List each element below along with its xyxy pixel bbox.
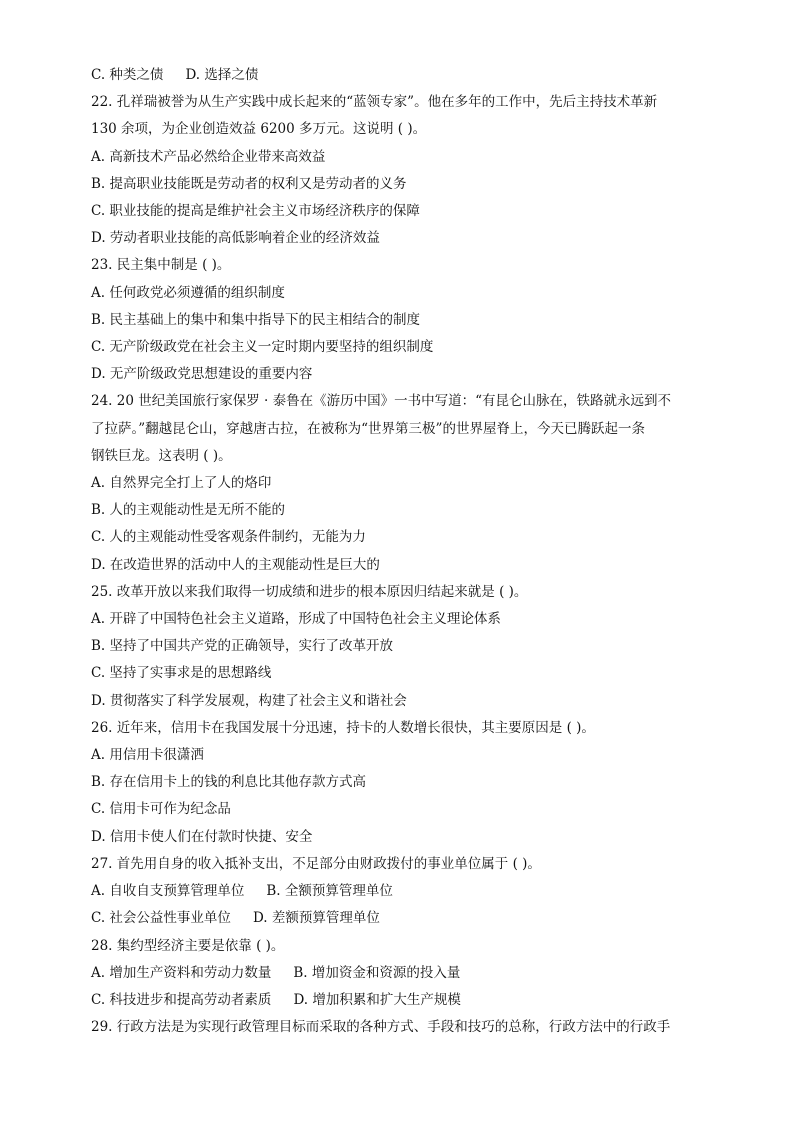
question-number: 27. [91, 855, 113, 872]
option-row [91, 878, 711, 905]
question-number: 22. [91, 94, 113, 111]
question-number: 29. [91, 1019, 113, 1036]
text-line: B. 存在信用卡上的钱的利息比其他存款方式高 [91, 774, 367, 791]
question-line [91, 388, 711, 415]
question-text: 集约型经济主要是依靠 ( )。 [112, 937, 285, 954]
question-text: 20 世纪美国旅行家保罗 · 泰鲁在《游历中国》一书中写道：“有昆仑山脉在，铁路就永远到不 [112, 393, 672, 410]
option-text: C. 科技进步和提高劳动者素质 [91, 991, 272, 1008]
question-number: 25. [91, 583, 113, 600]
text-line: B. 坚持了中国共产党的正确领导，实行了改革开放 [91, 638, 394, 655]
text-line: D. 无产阶级政党思想建设的重要内容 [91, 366, 313, 383]
option-text: C. 社会公益性事业单位 [91, 910, 231, 927]
option-row [91, 960, 711, 987]
text-line: A. 开辟了中国特色社会主义道路，形成了中国特色社会主义理论体系 [91, 611, 501, 628]
text-line: C. 人的主观能动性受客观条件制约，无能为力 [91, 529, 366, 546]
text-line: C. 无产阶级政党在社会主义一定时期内要坚持的组织制度 [91, 339, 434, 356]
question-line [91, 89, 711, 116]
text-line: B. 人的主观能动性是无所不能的 [91, 502, 286, 519]
text-line: B. 民主基础上的集中和集中指导下的民主相结合的制度 [91, 311, 421, 328]
text-line: A. 自然界完全打上了人的烙印 [91, 475, 272, 492]
option-text: B. 增加资金和资源的投入量 [293, 964, 461, 981]
text-line: A. 高新技术产品必然给企业带来高效益 [91, 148, 326, 165]
option-text: D. 差额预算管理单位 [252, 910, 380, 927]
text-line: 钢铁巨龙。这表明 ( )。 [91, 447, 232, 464]
text-line: C. 坚持了实事求是的思想路线 [91, 665, 272, 682]
question-number: 28. [91, 937, 113, 954]
question-number: 24. [91, 393, 113, 410]
question-text: 民主集中制是 ( )。 [112, 257, 231, 274]
option-text: B. 全额预算管理单位 [266, 883, 393, 900]
text-line: D. 贯彻落实了科学发展观，构建了社会主义和谐社会 [91, 692, 407, 709]
question-line [91, 933, 711, 960]
text-line: C. 职业技能的提高是维护社会主义市场经济秩序的保障 [91, 203, 420, 220]
text-line: D. 信用卡使人们在付款时快捷、安全 [91, 828, 313, 845]
question-text: 改革开放以来我们取得一切成绩和进步的根本原因归结起来就是 ( )。 [112, 583, 528, 600]
question-line [91, 252, 711, 279]
question-text: 孔祥瑞被誉为从生产实践中成长起来的“蓝领专家”。他在多年的工作中，先后主持技术革新 [112, 94, 658, 111]
question-line [91, 1014, 711, 1041]
text-line: 了拉萨。”翻越昆仑山，穿越唐古拉，在被称为“世界第三极”的世界屋脊上，今天已腾跃起一条 [91, 420, 645, 437]
question-number: 23. [91, 257, 113, 274]
option-text: A. 自收自支预算管理单位 [91, 883, 245, 900]
text-line: A. 用信用卡很潇洒 [91, 747, 204, 764]
text-line: B. 提高职业技能既是劳动者的权利又是劳动者的义务 [91, 175, 407, 192]
question-text: 首先用自身的收入抵补支出，不足部分由财政拨付的事业单位属于 ( )。 [112, 855, 541, 872]
text-line: C. 信用卡可作为纪念品 [91, 801, 231, 818]
option-row [91, 62, 711, 89]
text-line: D. 劳动者职业技能的高低影响着企业的经济效益 [91, 230, 380, 247]
text-line: 130 余项，为企业创造效益 6200 多万元。这说明 ( )。 [91, 121, 427, 138]
question-text: 近年来，信用卡在我国发展十分迅速，持卡的人数增长很快，其主要原因是 ( )。 [112, 719, 595, 736]
option-text: C. 种类之债 [91, 67, 164, 83]
option-row [91, 905, 711, 932]
question-line [91, 715, 711, 742]
option-text: D. 增加积累和扩大生产规模 [293, 991, 461, 1008]
option-row [91, 987, 711, 1014]
option-text: D. 选择之债 [185, 67, 259, 83]
document-page [91, 62, 711, 1041]
text-line: D. 在改造世界的活动中人的主观能动性是巨大的 [91, 556, 380, 573]
text-line: A. 任何政党必须遵循的组织制度 [91, 284, 285, 301]
question-number: 26. [91, 719, 113, 736]
question-text: 行政方法是为实现行政管理目标而采取的各种方式、手段和技巧的总称，行政方法中的行政手 [112, 1019, 671, 1036]
option-text: A. 增加生产资料和劳动力数量 [91, 964, 272, 981]
question-line [91, 851, 711, 878]
question-line [91, 579, 711, 606]
